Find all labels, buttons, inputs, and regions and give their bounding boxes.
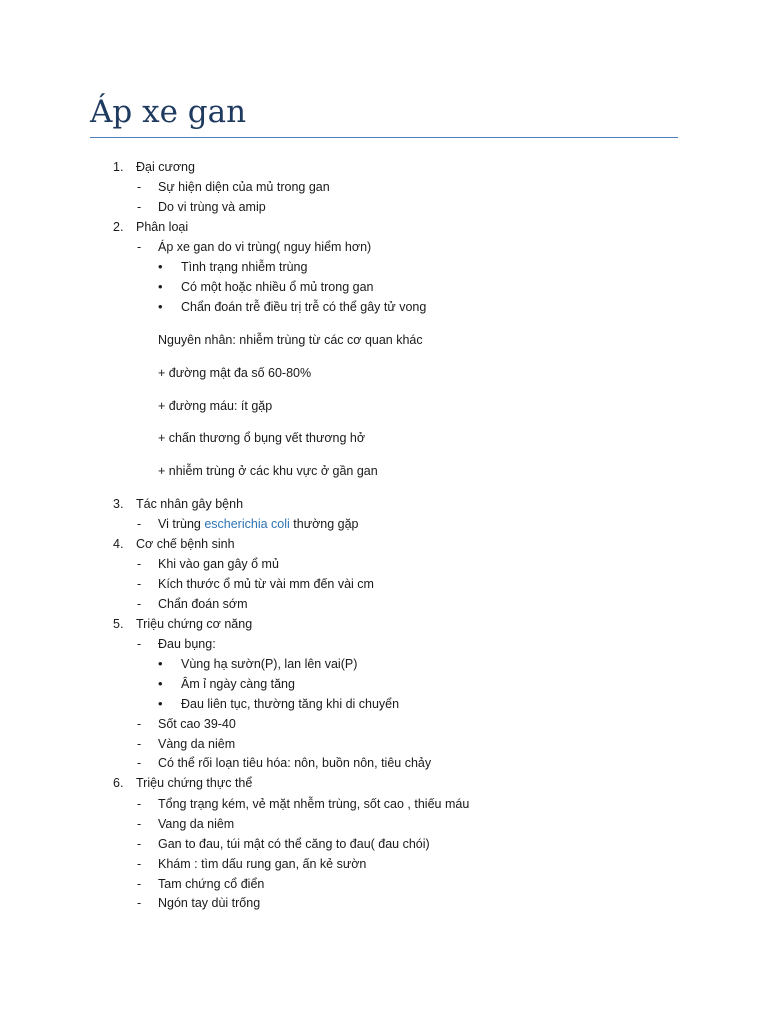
list-item: Vang da niêm (158, 817, 235, 831)
dash-marker: - (137, 517, 142, 531)
organism-link[interactable]: escherichia coli (204, 517, 290, 531)
list-item: Có thể rối loạn tiêu hóa: nôn, buồn nôn, tiêu chảy (158, 756, 432, 770)
section-heading: Phân loại (136, 220, 189, 234)
bullet-marker: • (158, 299, 163, 314)
title-underline (90, 137, 678, 138)
bullet-item: Vùng hạ sườn(P), lan lên vai(P) (181, 657, 358, 671)
paragraph: + chấn thương ổ bụng vết thương hở (158, 431, 366, 445)
section-heading: Triệu chứng thực thể (136, 776, 253, 790)
list-item: Gan to đau, túi mật có thể căng to đau( đau chói) (158, 837, 430, 851)
list-item: Chẩn đoán sớm (158, 597, 248, 611)
bullet-item: Âm ỉ ngày càng tăng (181, 677, 295, 691)
dash-marker: - (137, 817, 142, 831)
dash-marker: - (137, 637, 142, 651)
bullet-item: Có một hoặc nhiều ổ mủ trong gan (181, 280, 374, 294)
dash-marker: - (137, 837, 142, 851)
list-item: Kích thước ổ mủ từ vài mm đến vài cm (158, 577, 374, 591)
paragraph: + đường mật đa số 60-80% (158, 366, 312, 380)
dash-marker: - (137, 857, 142, 871)
list-item: Tam chứng cổ điển (158, 877, 265, 891)
section-number: 5. (113, 617, 124, 631)
list-item: Tổng trạng kém, vẻ mặt nhễm trùng, sốt cao , thiếu máu (158, 797, 470, 811)
section-heading: Cơ chế bệnh sinh (136, 537, 235, 551)
list-item: Khám : tìm dấu rung gan, ấn kẻ sườn (158, 857, 367, 871)
bullet-marker: • (158, 696, 163, 711)
list-item: Vàng da niêm (158, 737, 236, 751)
dash-marker: - (137, 717, 142, 731)
list-item: Sốt cao 39-40 (158, 717, 236, 731)
dash-marker: - (137, 557, 142, 571)
dash-marker: - (137, 597, 142, 611)
bullet-marker: • (158, 279, 163, 294)
section-heading: Triệu chứng cơ năng (136, 617, 253, 631)
bullet-item: Chẩn đoán trễ điều trị trễ có thể gây tử vong (181, 300, 427, 314)
paragraph: + đường máu: ít gặp (158, 399, 273, 413)
dash-marker: - (137, 240, 142, 254)
page-title: Áp xe gan (90, 94, 247, 130)
list-item: Khi vào gan gây ổ mủ (158, 557, 279, 571)
dash-marker: - (137, 797, 142, 811)
section-number: 3. (113, 497, 124, 511)
paragraph: Nguyên nhân: nhiễm trùng từ các cơ quan khác (158, 333, 423, 347)
dash-marker: - (137, 737, 142, 751)
paragraph: + nhiễm trùng ở các khu vực ở gần gan (158, 464, 378, 478)
list-item: Áp xe gan do vi trùng( nguy hiểm hơn) (158, 240, 372, 254)
section-number: 4. (113, 537, 124, 551)
dash-marker: - (137, 756, 142, 770)
bullet-item: Đau liên tục, thường tăng khi di chuyển (181, 697, 400, 711)
list-item-suffix: thường gặp (289, 517, 359, 531)
bullet-marker: • (158, 676, 163, 691)
bullet-item: Tình trạng nhiễm trùng (181, 260, 308, 274)
bullet-marker: • (158, 656, 163, 671)
list-item: Sự hiện diện của mủ trong gan (158, 180, 330, 194)
list-item-prefix: Vi trùng (158, 517, 205, 531)
list-item: Ngón tay dùi trống (158, 896, 261, 910)
bullet-marker: • (158, 259, 163, 274)
list-item: Đau bụng: (158, 637, 216, 651)
section-number: 1. (113, 160, 124, 174)
section-number: 2. (113, 220, 124, 234)
dash-marker: - (137, 577, 142, 591)
section-number: 6. (113, 776, 124, 790)
dash-marker: - (137, 896, 142, 910)
list-item (158, 516, 359, 532)
section-heading: Đại cương (136, 160, 195, 174)
dash-marker: - (137, 180, 142, 194)
dash-marker: - (137, 877, 142, 891)
dash-marker: - (137, 200, 142, 214)
section-heading: Tác nhân gây bệnh (136, 497, 244, 511)
list-item: Do vi trùng và amip (158, 200, 266, 214)
